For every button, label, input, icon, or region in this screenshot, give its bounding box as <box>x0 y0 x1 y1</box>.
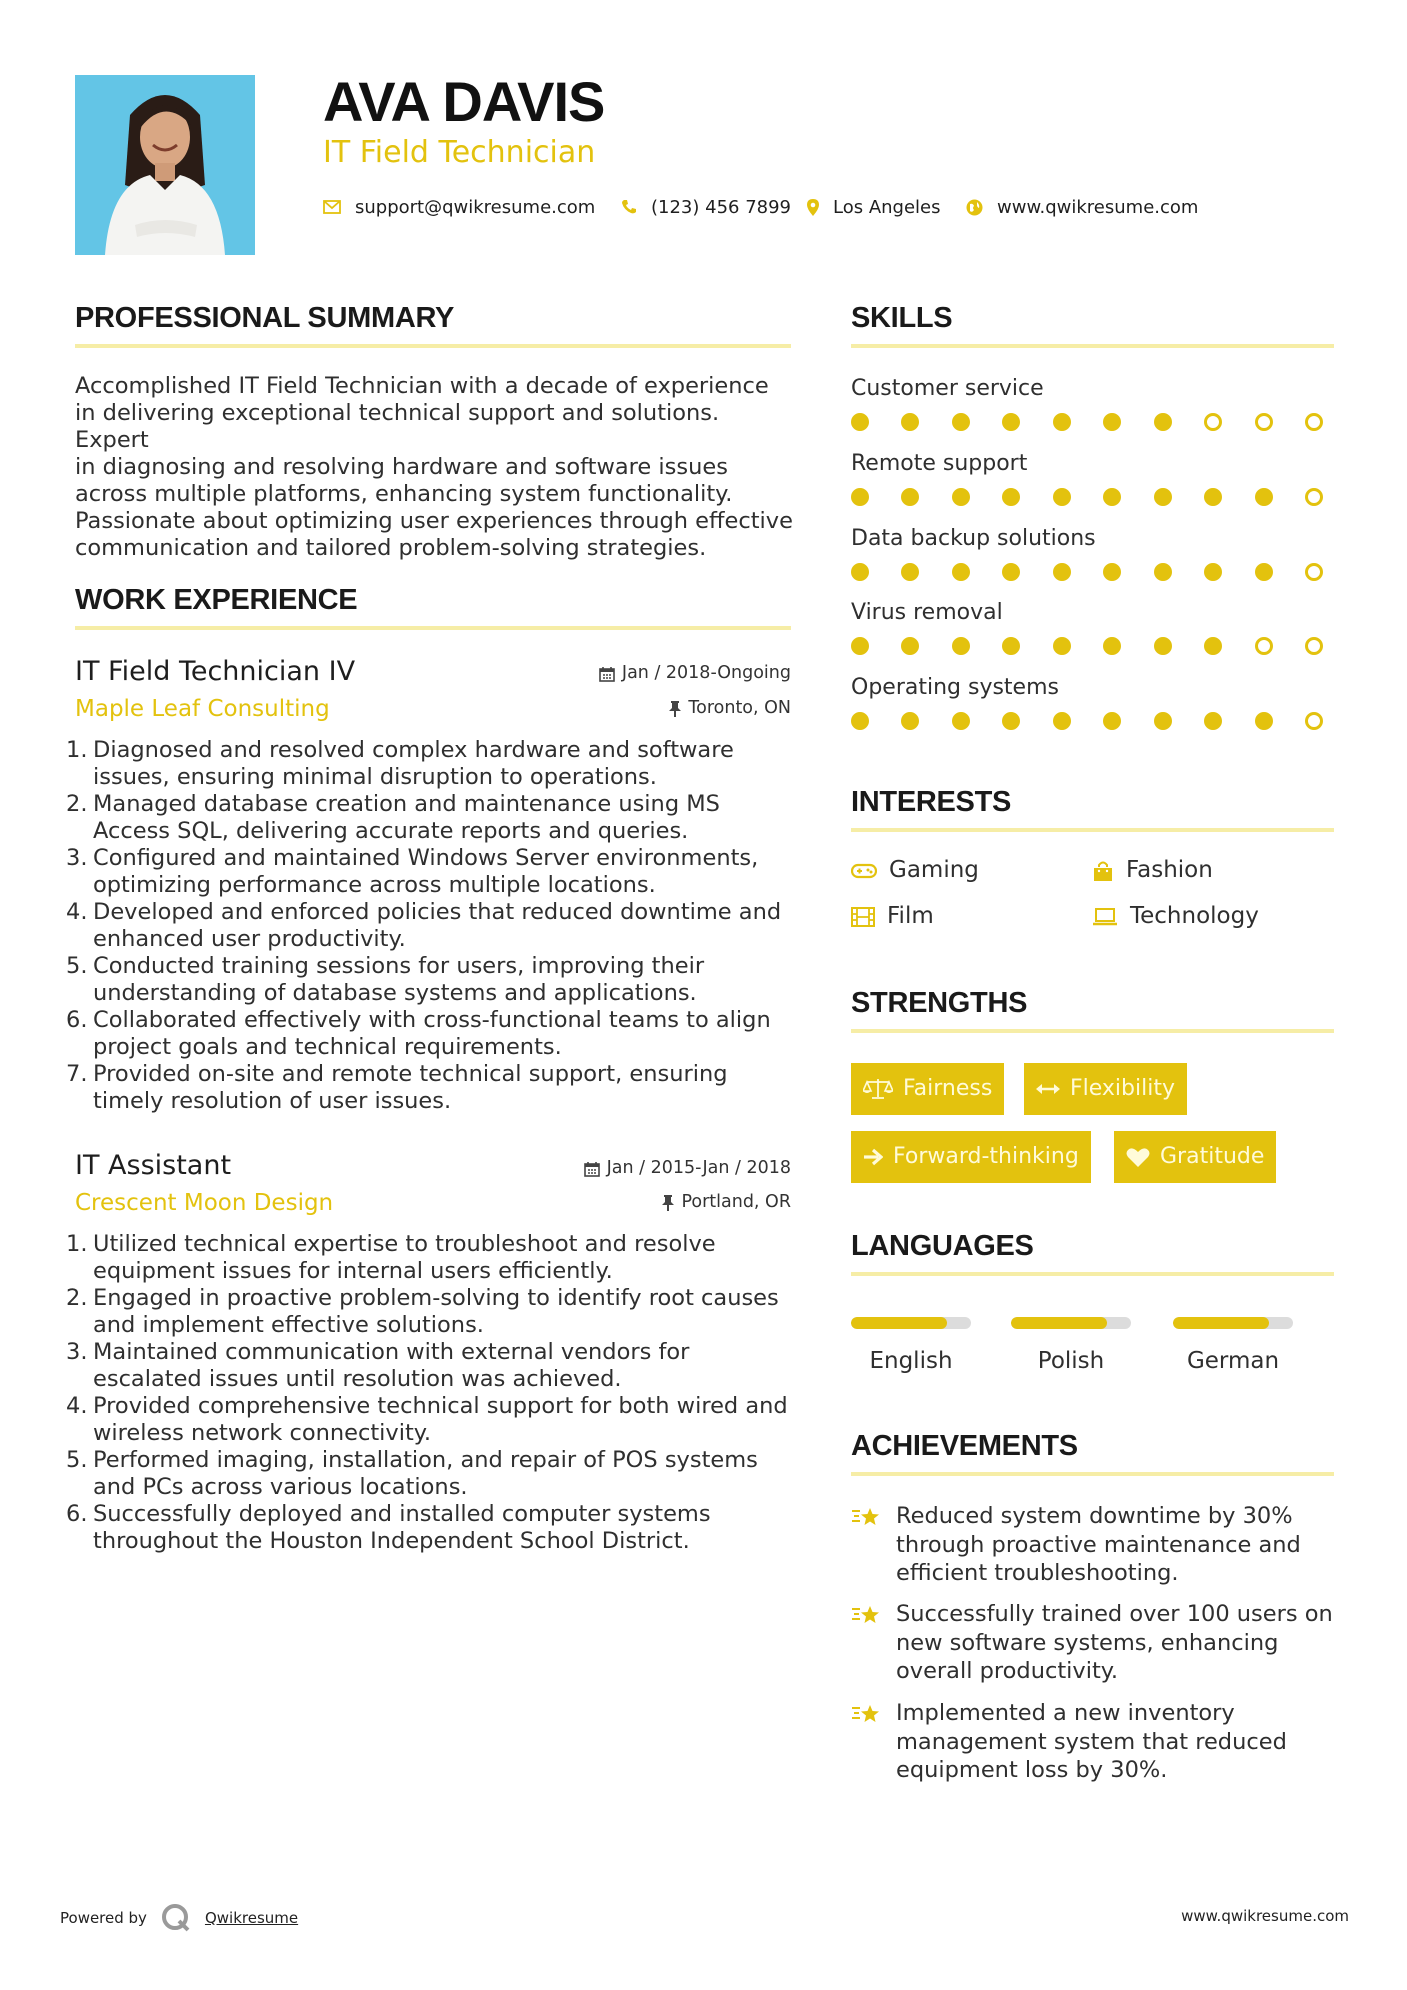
list-item: 2. Engaged in proactive problem-solving to identify root causes and implement effective solutions. <box>66 1285 779 1338</box>
shopping-bag-icon <box>1092 860 1114 882</box>
summary-line: in delivering exceptional technical support and solutions. Expert <box>75 400 720 453</box>
language-level-bar <box>1011 1317 1131 1329</box>
skill-dot-filled <box>1154 563 1172 581</box>
strength-label: Forward-thinking <box>893 1144 1079 1169</box>
skill-rating <box>851 637 1323 655</box>
list-item: 5. Performed imaging, installation, and repair of POS systems and PCs across various locations. <box>66 1447 758 1500</box>
skill-dot-filled <box>1154 488 1172 506</box>
skill-rating <box>851 563 1323 581</box>
film-icon <box>851 907 875 927</box>
skill-name: Remote support <box>851 451 1028 476</box>
skill-dot-empty <box>1255 637 1273 655</box>
gamepad-icon <box>851 863 877 879</box>
skill-name: Customer service <box>851 376 1044 401</box>
skill-dot-filled <box>952 563 970 581</box>
list-item: 3. Maintained communication with external vendors for escalated issues until resolution was achieved. <box>66 1339 690 1392</box>
section-divider <box>851 1272 1334 1276</box>
skill-dot-filled <box>1002 712 1020 730</box>
skill-dot-filled <box>952 712 970 730</box>
list-item: 4. Provided comprehensive technical support for both wired and wireless network connectivity. <box>66 1393 788 1446</box>
skill-dot-filled <box>1103 488 1121 506</box>
skill-dot-filled <box>851 712 869 730</box>
contact-email-text: support@qwikresume.com <box>355 196 596 218</box>
job-position: IT Field Technician IV <box>75 656 356 687</box>
job-dates-text: Jan / 2018-Ongoing <box>621 663 791 683</box>
interest-label: Fashion <box>1126 857 1213 883</box>
skill-dot-empty <box>1305 413 1323 431</box>
skill-dot-filled <box>851 637 869 655</box>
job-location <box>669 700 791 718</box>
strength-tag <box>851 1131 1091 1183</box>
skills-heading: SKILLS <box>851 302 953 334</box>
skill-name: Data backup solutions <box>851 526 1096 551</box>
list-item: 3. Configured and maintained Windows Server environments, optimizing performance across multiple locations. <box>66 845 759 898</box>
skill-dot-filled <box>901 488 919 506</box>
skill-dot-empty <box>1255 413 1273 431</box>
skill-dot-filled <box>1103 563 1121 581</box>
skill-dot-filled <box>1053 488 1071 506</box>
strength-tag <box>1024 1063 1187 1115</box>
map-marker-icon <box>807 199 819 216</box>
profile-photo <box>75 75 255 255</box>
strengths-heading: STRENGTHS <box>851 987 1028 1019</box>
candidate-name: AVA DAVIS <box>323 70 605 133</box>
shooting-star-icon <box>851 1702 883 1728</box>
skill-dot-filled <box>901 413 919 431</box>
achievements-heading: ACHIEVEMENTS <box>851 1430 1078 1462</box>
contact-location-text: Los Angeles <box>833 196 941 218</box>
company-name: Crescent Moon Design <box>75 1190 334 1216</box>
contact-website[interactable] <box>966 196 1198 218</box>
interest-item <box>851 905 934 928</box>
language-level-fill <box>1011 1317 1107 1329</box>
calendar-icon <box>599 666 615 682</box>
interest-label: Technology <box>1130 903 1259 929</box>
list-item: 6. Collaborated effectively with cross-functional teams to align project goals and technical requirements. <box>66 1007 771 1060</box>
list-item: 1. Diagnosed and resolved complex hardware and software issues, ensuring minimal disruption to operations. <box>66 737 734 790</box>
balance-scale-icon <box>863 1078 893 1100</box>
section-divider <box>851 1029 1334 1033</box>
section-divider <box>75 344 791 348</box>
skill-name: Virus removal <box>851 600 1003 625</box>
skill-dot-filled <box>1053 637 1071 655</box>
skill-dot-filled <box>1103 712 1121 730</box>
summary-line: communication and tailored problem-solving strategies. <box>75 535 707 561</box>
contact-email[interactable] <box>323 196 595 218</box>
job-dates <box>599 665 791 683</box>
contact-location <box>807 196 941 218</box>
job-position: IT Assistant <box>75 1150 232 1181</box>
skill-rating <box>851 413 1323 431</box>
job-location <box>662 1194 791 1212</box>
powered-by-label: Powered by <box>60 1909 147 1927</box>
skill-dot-empty <box>1305 488 1323 506</box>
skill-dot-filled <box>1204 563 1222 581</box>
summary-line: Passionate about optimizing user experiences through effective <box>75 508 793 534</box>
summary-line: in diagnosing and resolving hardware and software issues <box>75 454 728 480</box>
skill-dot-filled <box>952 637 970 655</box>
section-divider <box>851 1472 1334 1476</box>
pin-icon <box>669 701 681 717</box>
footer-powered-by <box>60 1903 298 1933</box>
job-responsibilities <box>66 737 806 1115</box>
skill-dot-filled <box>952 488 970 506</box>
interest-item <box>851 859 979 882</box>
shooting-star-icon <box>851 1505 883 1531</box>
skill-dot-filled <box>1255 563 1273 581</box>
language-level-fill <box>851 1317 947 1329</box>
laptop-icon <box>1092 908 1118 926</box>
skill-dot-filled <box>851 488 869 506</box>
envelope-icon <box>323 200 341 214</box>
list-item: 5. Conducted training sessions for users, improving their understanding of database systems and applications. <box>66 953 705 1006</box>
skill-dot-filled <box>1154 637 1172 655</box>
job-dates-text: Jan / 2015-Jan / 2018 <box>606 1158 791 1178</box>
interest-label: Film <box>887 903 934 929</box>
skill-dot-filled <box>1154 413 1172 431</box>
heart-icon <box>1126 1147 1150 1168</box>
skill-dot-filled <box>1103 413 1121 431</box>
strength-label: Flexibility <box>1070 1076 1175 1101</box>
summary-line: Accomplished IT Field Technician with a decade of experience <box>75 373 769 399</box>
pin-icon <box>662 1195 674 1211</box>
skill-dot-empty <box>1305 563 1323 581</box>
language-name: German <box>1186 1348 1280 1374</box>
interests-heading: INTERESTS <box>851 786 1012 818</box>
interest-item <box>1092 905 1259 928</box>
list-item: 7. Provided on-site and remote technical support, ensuring timely resolution of user issues. <box>66 1061 728 1114</box>
skill-dot-filled <box>1204 637 1222 655</box>
summary-text <box>75 373 795 562</box>
skill-dot-filled <box>1255 488 1273 506</box>
language-level-bar <box>1173 1317 1293 1329</box>
skill-dot-empty <box>1204 413 1222 431</box>
list-item: 6. Successfully deployed and installed computer systems throughout the Houston Independent School District. <box>66 1501 711 1554</box>
skill-dot-filled <box>1204 488 1222 506</box>
skill-dot-filled <box>1002 488 1020 506</box>
skill-dot-filled <box>1154 712 1172 730</box>
section-divider <box>851 828 1334 832</box>
skill-name: Operating systems <box>851 675 1059 700</box>
job-location-text: Portland, OR <box>681 1192 791 1212</box>
section-divider <box>851 344 1334 348</box>
job-dates <box>584 1160 791 1178</box>
language-level-bar <box>851 1317 971 1329</box>
qwikresume-logo-icon <box>161 1903 191 1933</box>
summary-line: across multiple platforms, enhancing system functionality. <box>75 481 733 507</box>
calendar-icon <box>584 1161 600 1177</box>
globe-icon <box>966 199 983 216</box>
interest-label: Gaming <box>889 857 979 883</box>
skill-dot-filled <box>1103 637 1121 655</box>
qwikresume-link[interactable]: Qwikresume <box>204 1909 299 1927</box>
interest-item <box>1092 859 1213 882</box>
arrows-horizontal-icon <box>1036 1082 1060 1096</box>
list-item: 4. Developed and enforced policies that reduced downtime and enhanced user productivity. <box>66 899 782 952</box>
phone-icon <box>621 199 637 215</box>
skill-dot-filled <box>901 637 919 655</box>
skill-dot-filled <box>1204 712 1222 730</box>
skill-dot-filled <box>1053 413 1071 431</box>
contact-phone-text: (123) 456 7899 <box>651 196 792 218</box>
skill-dot-filled <box>1002 413 1020 431</box>
company-name: Maple Leaf Consulting <box>75 696 330 722</box>
skill-dot-filled <box>952 413 970 431</box>
language-level-fill <box>1173 1317 1269 1329</box>
list-item: 1. Utilized technical expertise to troubleshoot and resolve equipment issues for internal users efficiently. <box>66 1231 716 1284</box>
skill-dot-filled <box>901 712 919 730</box>
language-name: Polish <box>1037 1348 1105 1374</box>
skill-dot-filled <box>1053 712 1071 730</box>
strength-label: Gratitude <box>1160 1144 1265 1169</box>
shooting-star-icon <box>851 1603 883 1629</box>
contact-website-text: www.qwikresume.com <box>997 196 1199 218</box>
skill-rating <box>851 712 1323 730</box>
arrow-right-icon <box>863 1148 883 1166</box>
job-location-text: Toronto, ON <box>688 698 791 718</box>
skill-dot-filled <box>1002 637 1020 655</box>
language-name: English <box>869 1348 953 1374</box>
skill-dot-filled <box>851 563 869 581</box>
skill-dot-filled <box>1002 563 1020 581</box>
skill-dot-filled <box>901 563 919 581</box>
strength-tag <box>851 1063 1004 1115</box>
skill-dot-filled <box>851 413 869 431</box>
experience-heading: WORK EXPERIENCE <box>75 584 358 616</box>
skill-dot-filled <box>1255 712 1273 730</box>
strength-tag <box>1114 1131 1276 1183</box>
skill-rating <box>851 488 1323 506</box>
job-title: IT Field Technician <box>323 135 596 170</box>
skill-dot-filled <box>1053 563 1071 581</box>
languages-heading: LANGUAGES <box>851 1230 1034 1262</box>
list-item: 2. Managed database creation and maintenance using MS Access SQL, delivering accurate reports and queries. <box>66 791 720 844</box>
contact-phone[interactable] <box>621 196 791 218</box>
section-divider <box>75 626 791 630</box>
job-responsibilities <box>66 1231 806 1555</box>
skill-dot-empty <box>1305 637 1323 655</box>
footer-url[interactable]: www.qwikresume.com <box>1181 1907 1349 1925</box>
strength-label: Fairness <box>903 1076 993 1101</box>
summary-heading: PROFESSIONAL SUMMARY <box>75 302 455 334</box>
skill-dot-empty <box>1305 712 1323 730</box>
